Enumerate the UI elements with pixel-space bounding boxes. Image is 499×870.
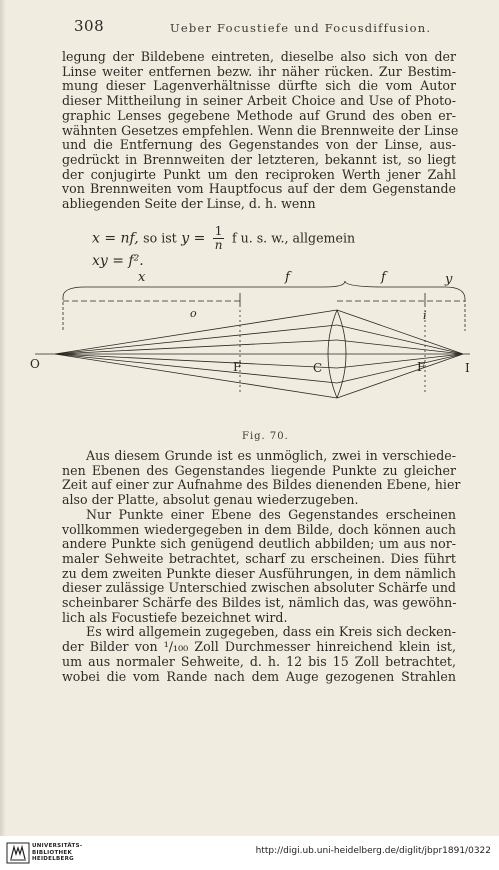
formula-y-eq: y = xyxy=(181,230,206,247)
library-name-line: BIBLIOTHEK xyxy=(32,849,73,856)
label-y: y xyxy=(445,272,453,287)
text-line: graphic Lenses gegebene Methode auf Grund des oben er- xyxy=(62,107,456,123)
fraction-denominator: n xyxy=(214,238,223,252)
ray-i-lower xyxy=(337,354,463,383)
text-line: lich als Focustiefe bezeichnet wird. xyxy=(62,609,288,625)
paragraph-2-4 xyxy=(62,448,461,684)
text-line: zu dem zweiten Punkte dieser Ausführungen, in dem nämlich xyxy=(62,565,456,581)
figure-caption: Fig. 70. xyxy=(242,431,289,442)
university-library-logo-icon[interactable] xyxy=(6,842,30,864)
label-C: C xyxy=(313,361,323,375)
label-f-left: f xyxy=(285,270,290,285)
permalink-url[interactable]: http://digi.ub.uni-heidelberg.de/diglit/jbpr1891/0322 xyxy=(255,846,491,856)
library-name-line: HEIDELBERG xyxy=(32,856,74,862)
formula-product: xy = f². xyxy=(92,253,144,269)
label-F-right: F xyxy=(417,360,426,374)
lens-diagram xyxy=(25,265,475,425)
text-line: andere Punkte sich genügend deutlich abbilden; um aus nor- xyxy=(62,536,456,552)
label-I: I xyxy=(465,361,470,375)
text-line: um aus normaler Sehweite, d. h. 12 bis 15 Zoll betrachtet, xyxy=(62,653,456,669)
label-o-small: o xyxy=(190,307,197,320)
text-line: gedrückt in Brennweiten der letzteren, bekannt ist, so liegt xyxy=(62,151,456,167)
text-line: dieser Mittheilung in seiner Arbeit Choice and Use of Photo- xyxy=(62,93,456,109)
text-line: Nur Punkte einer Ebene des Gegenstandes erscheinen xyxy=(86,506,456,522)
text-line: und die Entfernung des Gegenstandes von der Linse, aus- xyxy=(62,137,456,153)
text-line: nen Ebenen des Gegenstandes liegende Punkte zu gleicher xyxy=(62,462,456,478)
ray-o-lower xyxy=(55,354,337,383)
text-line: scheinbarer Schärfe des Bildes ist, nämlich das, was gewöhn- xyxy=(62,595,457,611)
text-line: abliegenden Seite der Linse, d. h. wenn xyxy=(62,196,316,212)
fraction-numerator: 1 xyxy=(213,225,225,239)
page-number: 308 xyxy=(74,17,105,35)
digitization-footer xyxy=(0,836,499,870)
text-line: der Bilder von ¹/₁₀₀ Zoll Durchmesser hinreichend klein ist, xyxy=(62,639,456,655)
bracket-x-f xyxy=(63,281,345,297)
text-line: maler Sehweite betrachtet, scharf zu erscheinen. Dies führt xyxy=(62,550,456,566)
label-F-left: F xyxy=(233,360,242,374)
text-line: legung der Bildebene eintreten, dieselbe also sich von der xyxy=(62,49,456,64)
library-name-line: UNIVERSITÄTS- xyxy=(32,843,83,849)
text-line: vollkommen wiedergegeben in dem Bilde, doch können auch xyxy=(62,521,456,537)
text-line: Linse weiter entfernen bezw. ihr näher rücken. Zur Bestim- xyxy=(62,63,456,79)
formula-fraction xyxy=(213,225,225,252)
label-f-right: f xyxy=(381,270,386,285)
text-line: von Brennweiten vom Hauptfocus auf der dem Gegenstande xyxy=(62,181,456,197)
formula-lhs: x = nf, xyxy=(92,230,139,247)
running-head: Ueber Focustiefe und Focusdiffusion. xyxy=(170,21,432,35)
text-line: Zeit auf einer zur Aufnahme des Bildes dienenden Ebene, hier xyxy=(62,477,461,493)
label-O: O xyxy=(30,357,40,371)
formula-rest: f u. s. w., allgemein xyxy=(231,230,356,246)
text-line: Aus diesem Grunde ist es unmöglich, zwei in verschiede- xyxy=(86,448,456,463)
text-line: dieser zulässige Unterschied zwischen absoluter Schärfe und xyxy=(62,580,456,596)
ray-o-upper xyxy=(55,325,337,354)
library-name[interactable] xyxy=(32,843,82,863)
text-line: mung dieser Lagenverhältnisse dürfte sich die vom Autor xyxy=(62,78,456,94)
text-line: also der Platte, absolut genau wiederzugeben. xyxy=(62,492,359,508)
text-line: der conjugirte Punkt um den reciproken Werth jener Zahl xyxy=(62,166,456,182)
formula-so-ist: so ist xyxy=(143,230,177,246)
formula-conjugate xyxy=(92,225,355,252)
text-line: wobei die vom Rande nach dem Auge gezogenen Strahlen xyxy=(62,668,456,684)
text-line: wähnten Gesetzes empfehlen. Wenn die Brennweite der Linse xyxy=(62,122,459,138)
ray-i-upper xyxy=(337,325,463,354)
text-line: Es wird allgemein zugegeben, dass ein Kreis sich decken- xyxy=(86,624,456,640)
paragraph-1 xyxy=(62,49,459,212)
label-i-small: i xyxy=(423,309,427,322)
label-x: x xyxy=(138,270,146,285)
page-edge-shadow xyxy=(0,0,6,836)
